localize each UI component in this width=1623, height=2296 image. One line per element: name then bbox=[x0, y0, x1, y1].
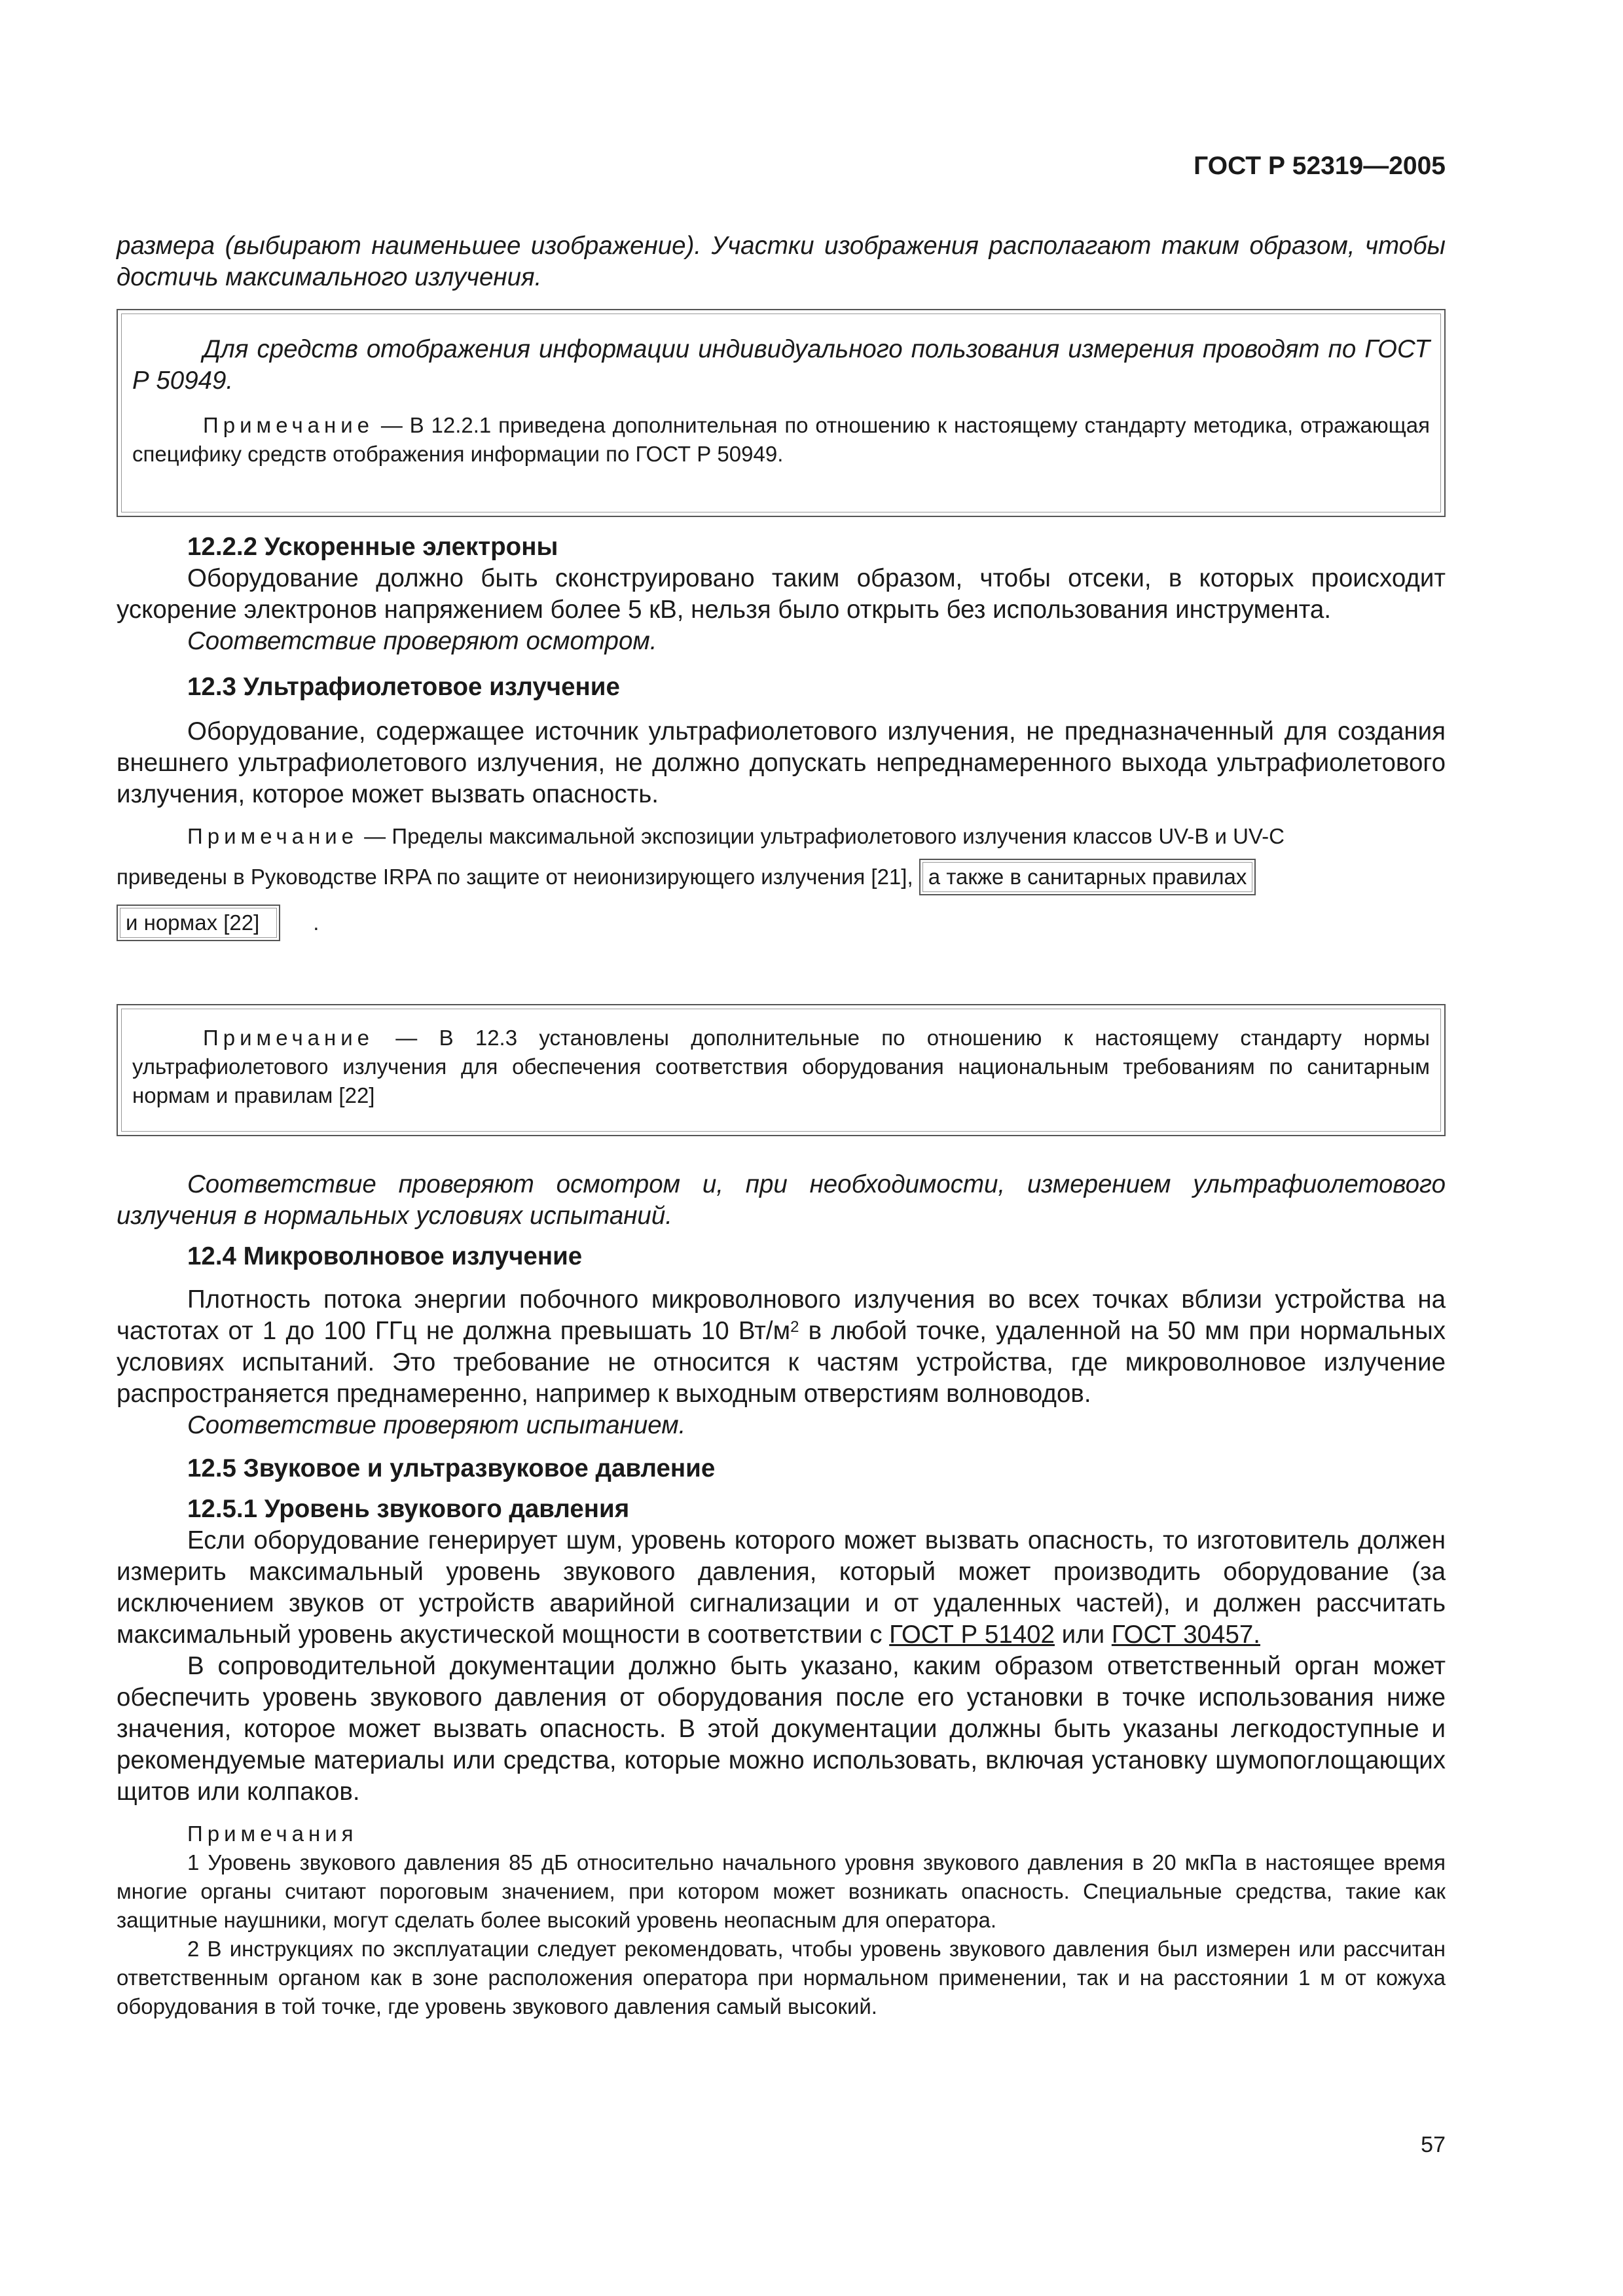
box1-note-text: — В 12.2.1 приведена дополнительная по отношению к настоящему стандарту методика, отражающая специфику средств отображения информации по ГОСТ Р 50949. bbox=[132, 413, 1430, 466]
text-part: Плотность потока энергии побочного микроволнового излучения во всех точках вблизи устройства на частотах от 1 до 100 ГГц не должна превышать 10 Вт/м bbox=[117, 1285, 1446, 1345]
box1-note bbox=[132, 411, 1430, 469]
note-label: Примечание bbox=[187, 824, 359, 848]
gost-r-51402-link[interactable]: ГОСТ Р 51402 bbox=[889, 1621, 1055, 1649]
national-addition-box-1 bbox=[117, 309, 1446, 517]
section-12-4-text bbox=[117, 1284, 1446, 1410]
box1-text: Для средств отображения информации индивидуального пользования измерения проводят по ГОСТ Р 50949. bbox=[132, 335, 1430, 395]
section-12-2-2-check: Соответствие проверяют осмотром. bbox=[187, 627, 657, 655]
section-12-3-note-line-1 bbox=[117, 822, 1446, 851]
section-12-3-check: Соответствие проверяют осмотром и, при необходимости, измерением ультрафиолетового излучения в нормальных условиях испытаний. bbox=[117, 1170, 1446, 1230]
national-addition-inline-box-1: а также в санитарных правилах bbox=[919, 859, 1256, 895]
section-12-3-text: Оборудование, содержащее источник ультрафиолетового излучения, не предназначенный для создания внешнего ультрафиолетового излучения, не должно допускать непреднамеренного выхода ультрафиолетового излучения, которое может вызвать опасность. bbox=[117, 717, 1446, 808]
section-12-5-title: 12.5 Звуковое и ультразвуковое давление bbox=[187, 1454, 716, 1482]
section-12-3-note-line-3 bbox=[117, 905, 1446, 941]
notes-label: Примечания bbox=[187, 1821, 358, 1846]
note-label: Примечание bbox=[203, 413, 374, 437]
page-number: 57 bbox=[1421, 2132, 1446, 2157]
section-12-4-title: 12.4 Микроволновое излучение bbox=[187, 1242, 583, 1270]
note-label: Примечание bbox=[203, 1026, 374, 1050]
section-12-2-2-text: Оборудование должно быть сконструировано таким образом, чтобы отсеки, в которых происходит ускорение электронов напряжением более 5 кВ, нельзя было открыть без использования инструмента. bbox=[117, 564, 1446, 624]
section-12-5-1-title: 12.5.1 Уровень звукового давления bbox=[187, 1495, 630, 1523]
text-part: в любой точке, удаленной на 50 мм при нормальных условиях испытаний. Это требование не относится к частям устройства, где микроволновое излучение распространяется преднамеренно, например к выходным отверстиям волноводов. bbox=[117, 1317, 1446, 1408]
box2-note bbox=[132, 1024, 1430, 1110]
superscript: 2 bbox=[790, 1318, 799, 1336]
gost-30457-link[interactable]: ГОСТ 30457. bbox=[1111, 1621, 1260, 1649]
section-12-2-2-title: 12.2.2 Ускоренные электроны bbox=[187, 533, 558, 561]
national-addition-box-2 bbox=[117, 1004, 1446, 1136]
note-end: . bbox=[313, 910, 319, 935]
section-12-3-note-line-2 bbox=[117, 859, 1446, 895]
note-text: — Пределы максимальной экспозиции ультрафиолетового излучения классов UV-B и UV-C bbox=[358, 824, 1285, 848]
document-header: ГОСТ Р 52319—2005 bbox=[1194, 152, 1446, 180]
note-text: приведены в Руководстве IRPA по защите от неионизирующего излучения [21], bbox=[117, 865, 913, 889]
text-part: Если оборудование генерирует шум, уровень которого может вызвать опасность, то изготовитель должен измерить максимальный уровень звукового давления, который может производить оборудование (за исключением звуков от устройств аварийной сигнализации и от удаленных частей), и должен рассчитать максимальный уровень акустической мощности в соответствии с bbox=[117, 1526, 1446, 1649]
section-12-5-1-text bbox=[117, 1525, 1446, 1651]
section-12-3-title: 12.3 Ультрафиолетовое излучение bbox=[187, 673, 620, 701]
section-12-4-check: Соответствие проверяют испытанием. bbox=[187, 1411, 686, 1439]
note-1: 1 Уровень звукового давления 85 дБ относительно начального уровня звукового давления в 20 мкПа в настоящее время многие органы считают пороговым значением, при котором может возникать опасность. Специальные средства, такие как защитные наушники, могут сделать более высокий уровень неопасным для оператора. bbox=[117, 1850, 1446, 1932]
text-part: или bbox=[1054, 1621, 1112, 1649]
note-2: 2 В инструкциях по эксплуатации следует рекомендовать, чтобы уровень звукового давления был измерен или рассчитан ответственным органом как в зоне расположения оператора при нормальном применении, так и на расстоянии 1 м от кожуха оборудования в той точке, где уровень звукового давления самый высокий. bbox=[117, 1937, 1446, 2018]
intro-paragraph: размера (выбирают наименьшее изображение). Участки изображения располагают таким образом, чтобы достичь максимального излучения. bbox=[117, 232, 1446, 291]
section-12-5-1-text-2: В сопроводительной документации должно быть указано, каким образом ответственный орган может обеспечить уровень звукового давления от оборудования после его установки в точке использования ниже значения, которое может вызвать опасность. В этой документации должны быть указаны легкодоступные и рекомендуемые материалы или средства, которые можно использовать, включая установку шумопоглощающих щитов или колпаков. bbox=[117, 1652, 1446, 1806]
national-addition-inline-box-2: и нормах [22] bbox=[117, 905, 280, 941]
box2-note-text: — В 12.3 установлены дополнительные по отношению к настоящему стандарту нормы ультрафиолетового излучения для обеспечения соответствия оборудования национальным требованиям по санитарным нормам и правилам [22] bbox=[132, 1026, 1430, 1107]
